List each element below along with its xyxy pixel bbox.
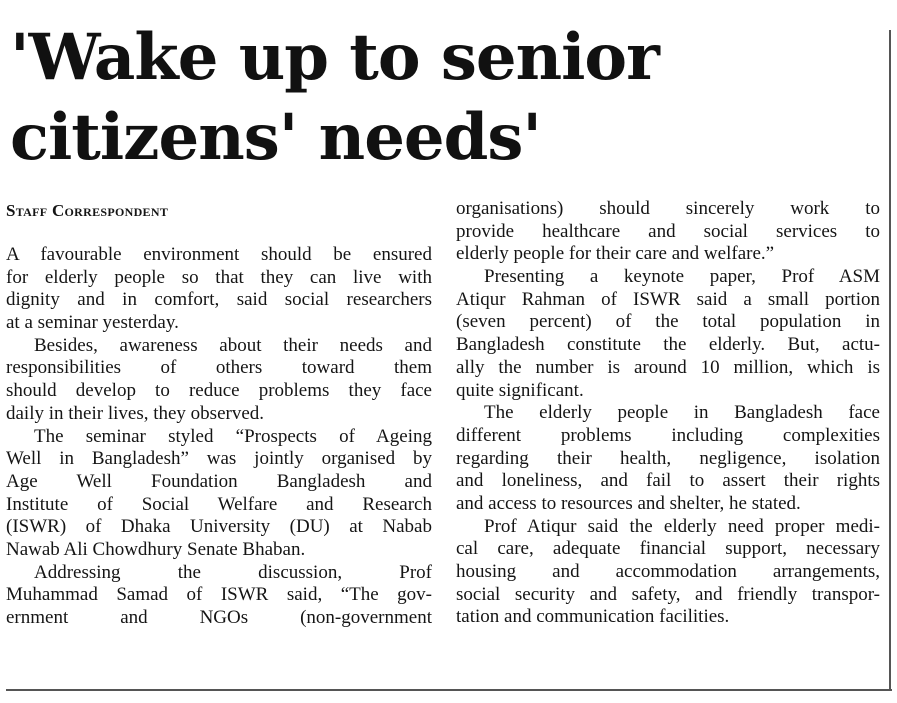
byline: Staff Correspondent: [6, 201, 169, 220]
right-column: [456, 198, 880, 629]
headline-line: citizens' needs': [10, 100, 541, 175]
text-line: Well in Bangladesh” was jointly organised by: [6, 448, 432, 470]
text-line: quite significant.: [456, 379, 584, 401]
headline-line: 'Wake up to senior: [10, 20, 659, 95]
text-line: organisations) should sincerely work to: [456, 198, 880, 219]
left-column: [6, 244, 432, 630]
bottom-rule: [6, 689, 892, 691]
text-line: cal care, adequate financial support, necessary: [456, 538, 880, 560]
text-line: and loneliness, and fail to assert their rights: [456, 470, 880, 492]
text-line: elderly people for their care and welfare.”: [456, 243, 775, 265]
headline: [10, 18, 870, 178]
text-line: Bangladesh constitute the elderly. But, actu-: [456, 334, 880, 356]
text-line: housing and accommodation arrangements,: [456, 561, 880, 582]
text-line: Muhammad Samad of ISWR said, “The gov-: [6, 584, 432, 606]
text-line: at a seminar yesterday.: [6, 312, 179, 334]
text-line: Presenting a keynote paper, Prof ASM: [484, 266, 880, 288]
text-line: regarding their health, negligence, isolation: [456, 447, 880, 469]
text-line: (ISWR) of Dhaka University (DU) at Nabab: [6, 516, 432, 538]
text-line: dignity and in comfort, said social researchers: [6, 289, 432, 311]
text-line: Nawab Ali Chowdhury Senate Bhaban.: [6, 538, 306, 560]
text-line: provide healthcare and social services to: [456, 220, 880, 242]
text-line: The seminar styled “Prospects of Ageing: [34, 425, 432, 447]
text-line: different problems including complexities: [456, 424, 880, 446]
text-line: Addressing the discussion, Prof: [34, 561, 432, 583]
text-line: responsibilities of others toward them: [6, 357, 432, 379]
text-line: A favourable environment should be ensured: [6, 244, 432, 265]
text-line: ernment and NGOs (non-government: [6, 607, 432, 628]
text-line: Besides, awareness about their needs and: [34, 334, 432, 356]
text-line: Prof Atiqur said the elderly need proper medi-: [484, 515, 880, 537]
text-line: Atiqur Rahman of ISWR said a small portion: [456, 288, 880, 310]
text-line: (seven percent) of the total population in: [456, 311, 880, 333]
text-line: social security and safety, and friendly transpor-: [456, 583, 880, 605]
text-line: tation and communication facilities.: [456, 606, 730, 628]
text-line: ally the number is around 10 million, which is: [456, 356, 880, 378]
text-line: The elderly people in Bangladesh face: [484, 402, 880, 424]
column-rule: [889, 30, 891, 690]
text-line: Institute of Social Welfare and Research: [6, 493, 432, 515]
text-line: daily in their lives, they observed.: [6, 402, 265, 424]
text-line: Age Well Foundation Bangladesh and: [6, 470, 432, 492]
text-line: and access to resources and shelter, he stated.: [456, 492, 801, 514]
text-line: for elderly people so that they can live with: [6, 266, 432, 288]
text-line: should develop to reduce problems they face: [6, 380, 432, 402]
